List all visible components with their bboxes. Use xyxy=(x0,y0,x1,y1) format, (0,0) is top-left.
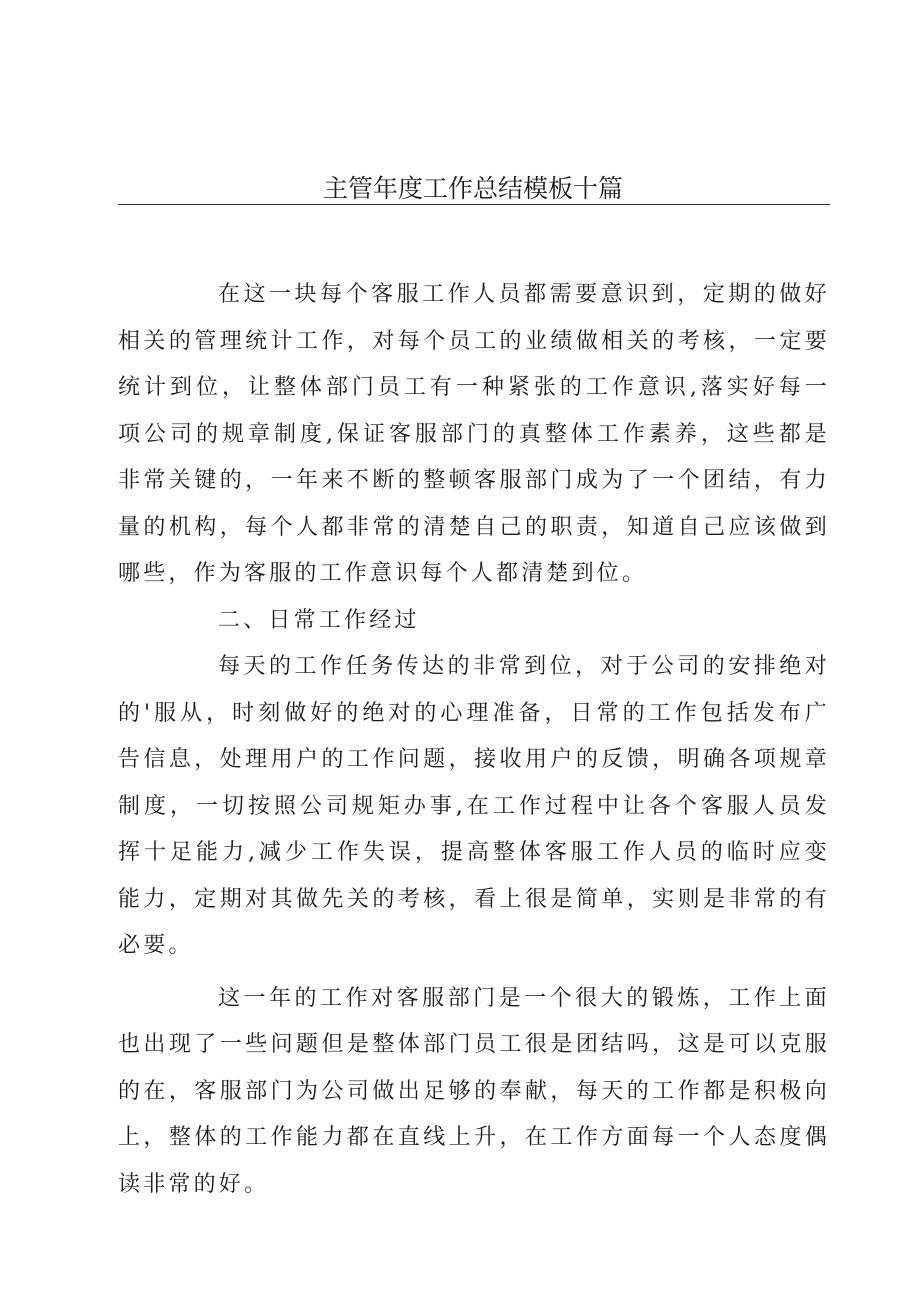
paragraph-year-summary: 这一年的工作对客服部门是一个很大的锻炼，工作上面也出现了一些问题但是整体部门员工很是团结吗，这是可以克服的在，客服部门为公司做出足够的奉献，每天的工作都是积极向上，整体的工作能力都在直线上升，在工作方面每一个人态度偶读非常的好。 xyxy=(118,985,830,1197)
paragraph-intro: 在这一块每个客服工作人员都需要意识到，定期的做好相关的管理统计工作，对每个员工的业绩做相关的考核，一定要统计到位，让整体部门员工有一种紧张的工作意识,落实好每一项公司的规章制度,保证客服部门的真整体工作素养，这些都是非常关键的，一年来不断的整顿客服部门成为了一个团结，有力量的机构，每个人都非常的清楚自己的职责，知道自己应该做到哪些，作为客服的工作意识每个人都清楚到位。 xyxy=(118,282,830,586)
paragraph-daily-work: 每天的工作任务传达的非常到位，对于公司的安排绝对的'服从，时刻做好的绝对的心理准备，日常的工作包括发布广告信息，处理用户的工作问题，接收用户的反馈，明确各项规章制度，一切按照公司规矩办事,在工作过程中让各个客服人员发挥十足能力,减少工作失误，提高整体客服工作人员的临时应变能力，定期对其做先关的考核，看上很是简单，实则是非常的有必要。 xyxy=(118,654,830,958)
document-body xyxy=(118,272,830,1208)
section-heading: 二、日常工作经过 xyxy=(218,607,420,633)
document-title: 主管年度工作总结模板十篇 xyxy=(322,174,623,203)
title-underline xyxy=(118,204,830,205)
